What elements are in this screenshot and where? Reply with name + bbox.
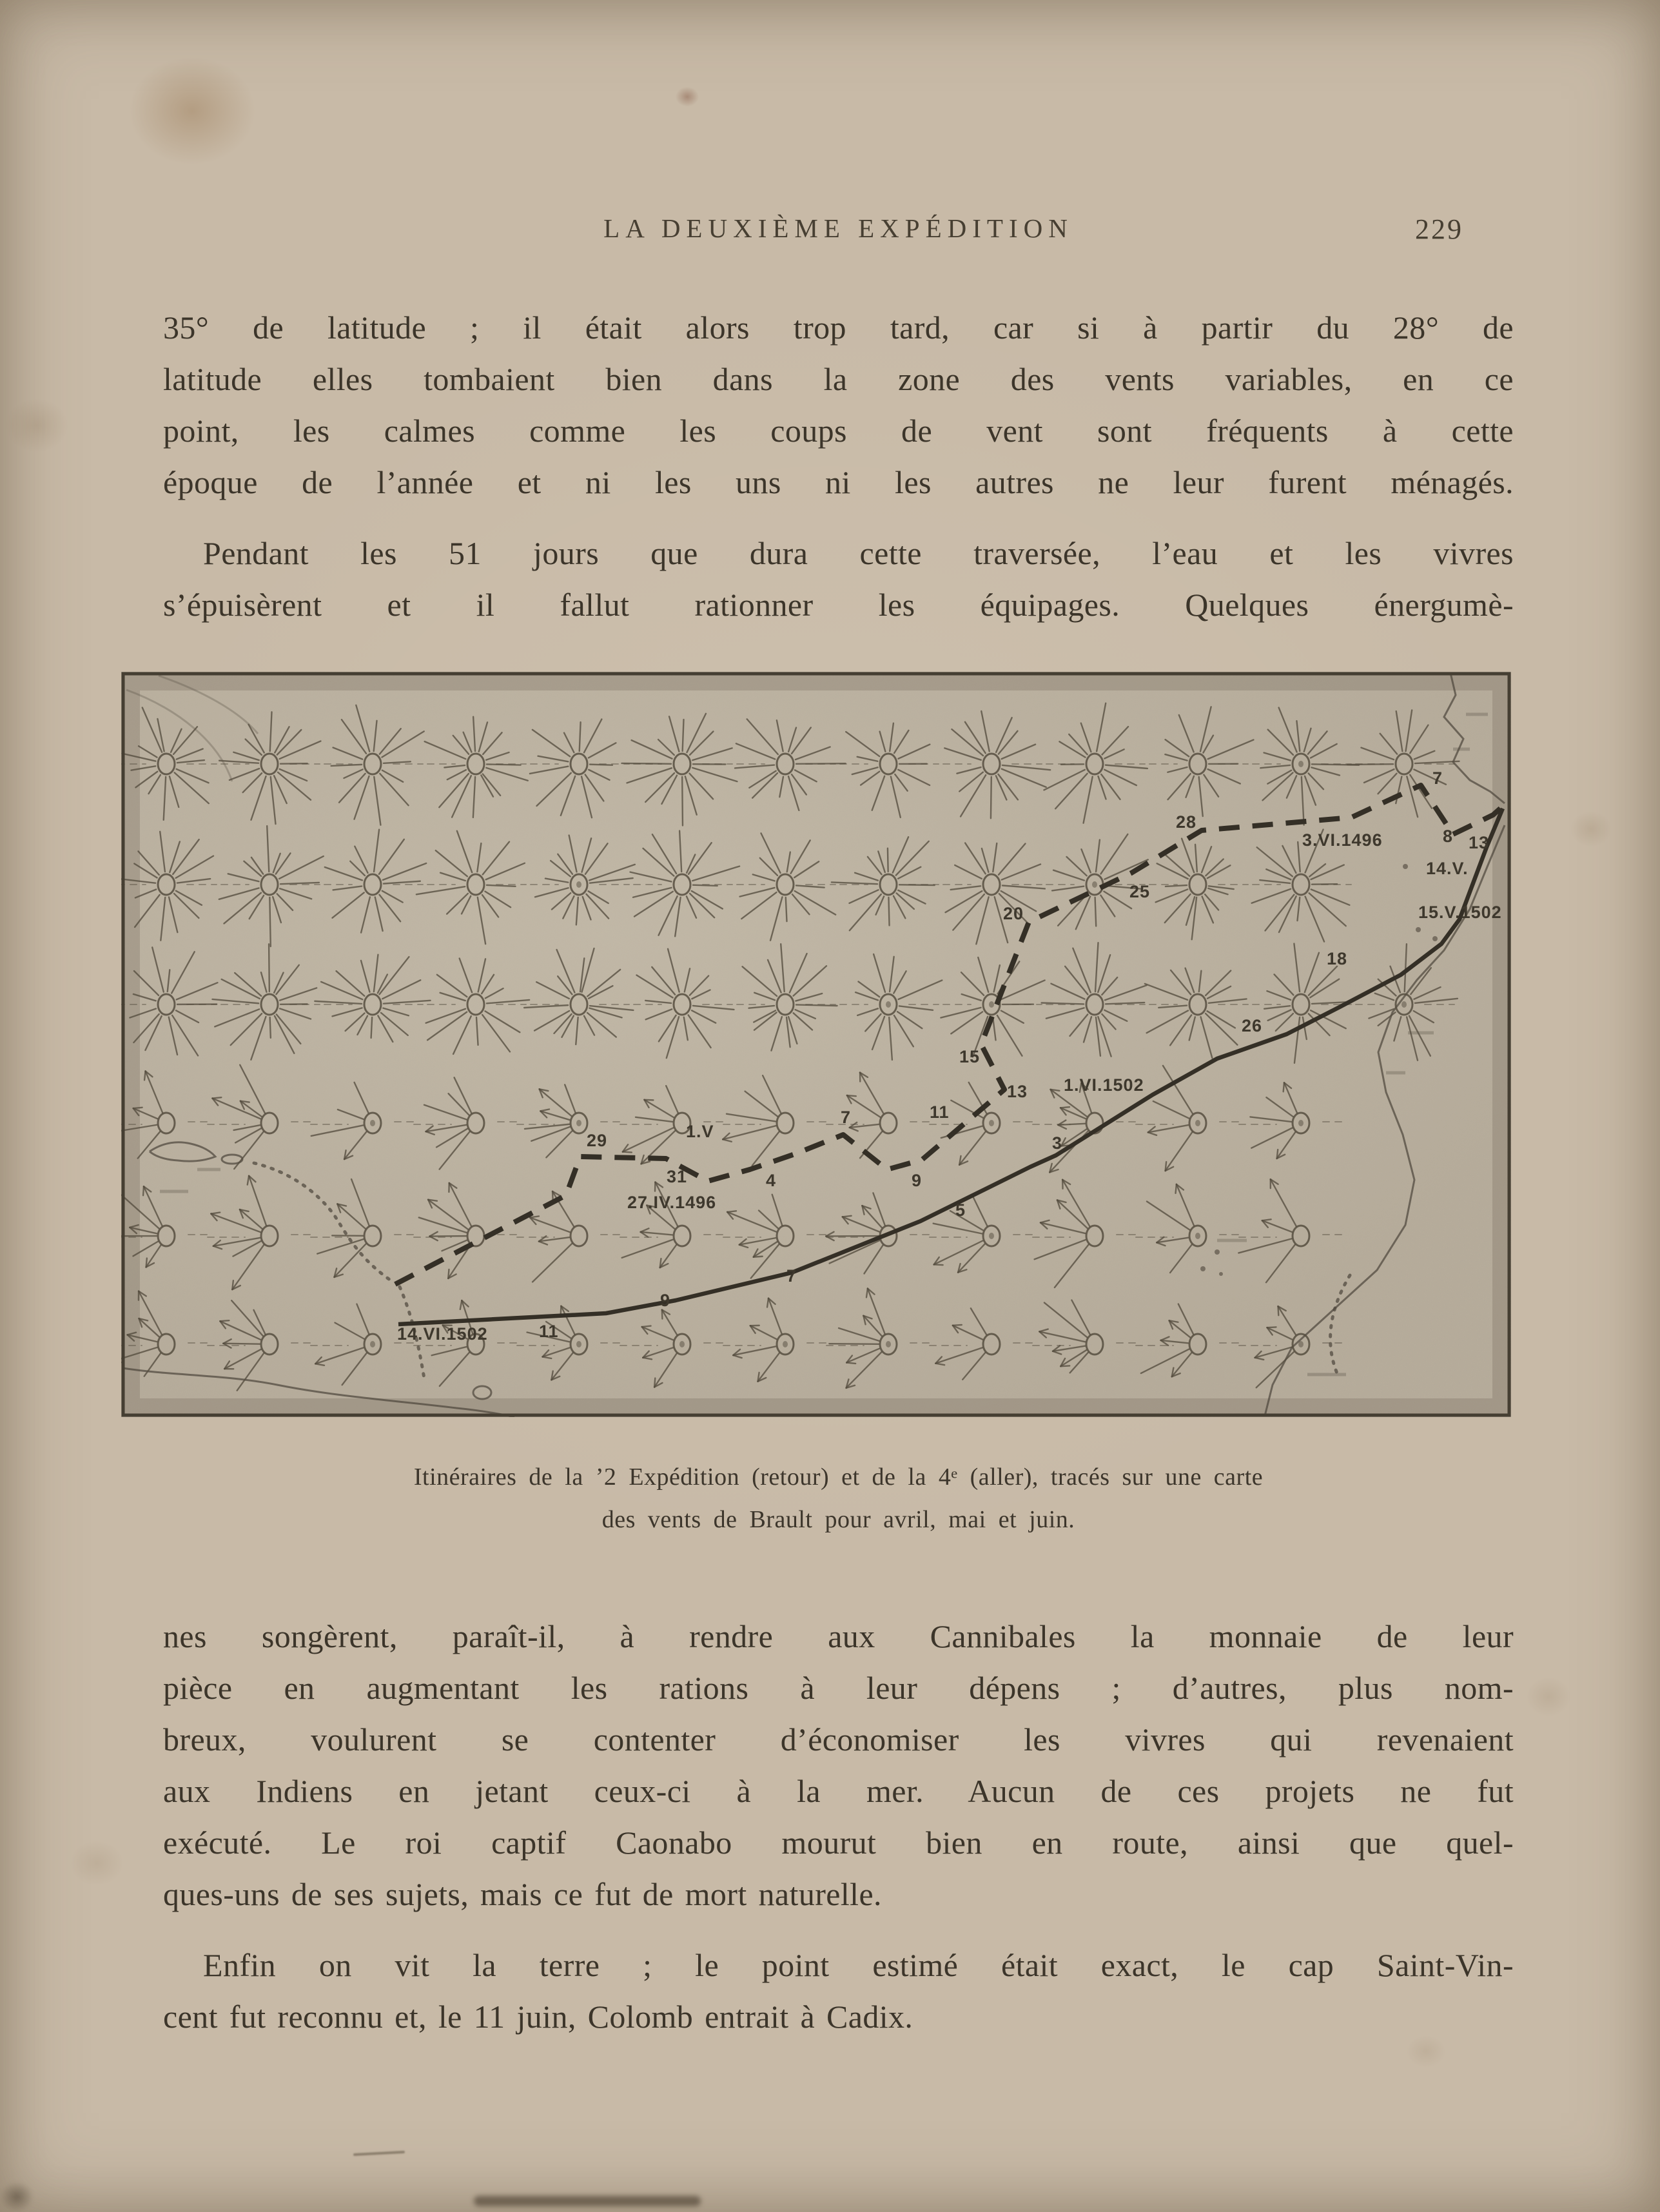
map-label: 9 bbox=[660, 1291, 671, 1310]
map-label: 15 bbox=[959, 1047, 981, 1066]
map-label: 7 bbox=[1432, 768, 1443, 788]
paper-scratch bbox=[353, 2151, 405, 2156]
map-label: 28 bbox=[1176, 812, 1197, 832]
map-label: 20 bbox=[1003, 904, 1024, 923]
text-line: s’épuisèrent et il fallut rationner les équipages. Quelques énergumè- bbox=[163, 587, 1514, 623]
map-label: 7 bbox=[841, 1108, 852, 1127]
map-label: 29 bbox=[587, 1131, 608, 1150]
canary-island bbox=[1432, 936, 1438, 941]
canary-island bbox=[1416, 927, 1421, 932]
map-label: 13 bbox=[1469, 833, 1490, 852]
paragraph-2 bbox=[163, 527, 1514, 631]
map-label: 11 bbox=[539, 1322, 559, 1341]
map-label: 4 bbox=[766, 1171, 777, 1190]
map-label: 9 bbox=[912, 1171, 923, 1190]
map-label: 1.VI.1502 bbox=[1064, 1075, 1144, 1095]
page-header bbox=[163, 213, 1514, 259]
map-label: 3 bbox=[1052, 1133, 1063, 1153]
map-label: 18 bbox=[1327, 949, 1348, 968]
bottom-corner-stain bbox=[0, 2182, 34, 2212]
map-label: 7 bbox=[786, 1266, 797, 1286]
map-photo-grain bbox=[121, 672, 1511, 1417]
map-label: 11 bbox=[930, 1102, 950, 1122]
text-line: ques-uns de ses sujets, mais ce fut de mort naturelle. bbox=[163, 1876, 882, 1912]
paragraph-4 bbox=[163, 1939, 1514, 2042]
cape-verde-island bbox=[1215, 1249, 1220, 1255]
text-line: Enfin on vit la terre ; le point estimé était exact, le cap Saint-Vin- bbox=[203, 1947, 1514, 1983]
text-line: pièce en augmentant les rations à leur dépens ; d’autres, plus nom- bbox=[163, 1670, 1514, 1706]
paragraph-1 bbox=[163, 302, 1514, 508]
madeira-island bbox=[1403, 864, 1408, 869]
map-label: 27.IV.1496 bbox=[627, 1193, 717, 1212]
text-line: exécuté. Le roi captif Caonabo mourut bien en route, ainsi que quel- bbox=[163, 1825, 1514, 1861]
map-label: 31 bbox=[667, 1167, 688, 1186]
text-line: cent fut reconnu et, le 11 juin, Colomb entrait à Cadix. bbox=[163, 1999, 913, 2035]
paragraph-3 bbox=[163, 1610, 1514, 1920]
map-label: 15.V.1502 bbox=[1418, 903, 1502, 922]
expedition-map bbox=[121, 672, 1511, 1417]
text-line: Pendant les 51 jours que dura cette traversée, l’eau et les vivres bbox=[203, 535, 1514, 571]
expedition-map-figure bbox=[121, 672, 1511, 1417]
caption-line: des vents de Brault pour avril, mai et juin. bbox=[601, 1506, 1075, 1533]
map-label: 3.VI.1496 bbox=[1302, 830, 1383, 850]
caption-line: Itinéraires de la ’2 Expédition (retour) et de la 4ᵉ (aller), tracés sur une carte bbox=[413, 1463, 1264, 1491]
text-line: nes songèrent, paraît-il, à rendre aux Cannibales la monnaie de leur bbox=[163, 1618, 1514, 1654]
map-label: 14.VI.1502 bbox=[397, 1324, 488, 1344]
map-label: 25 bbox=[1129, 882, 1151, 901]
map-label: 8 bbox=[1443, 827, 1454, 846]
text-line: aux Indiens en jetant ceux-ci à la mer. Aucun de ces projets ne fut bbox=[163, 1773, 1514, 1809]
cape-verde-island bbox=[1200, 1266, 1206, 1271]
page-number: 229 bbox=[1415, 213, 1463, 245]
figure-caption bbox=[163, 1456, 1514, 1541]
text-line: point, les calmes comme les coups de vent sont fréquents à cette bbox=[163, 413, 1514, 449]
text-line: époque de l’année et ni les uns ni les autres ne leur furent ménagés. bbox=[163, 464, 1514, 500]
map-label: 1.V bbox=[686, 1122, 714, 1141]
text-line: latitude elles tombaient bien dans la zone des vents variables, en ce bbox=[163, 361, 1514, 397]
map-label: 5 bbox=[955, 1200, 966, 1220]
cape-verde-island bbox=[1219, 1272, 1223, 1276]
map-label: 14.V. bbox=[1426, 859, 1469, 878]
text-line: 35° de latitude ; il était alors trop tard, car si à partir du 28° de bbox=[163, 309, 1514, 346]
map-label: 13 bbox=[1007, 1082, 1028, 1101]
bottom-ink-smudge bbox=[474, 2196, 701, 2206]
running-title: LA DEUXIÈME EXPÉDITION bbox=[603, 213, 1073, 243]
map-label: 26 bbox=[1242, 1016, 1263, 1035]
text-line: breux, voulurent se contenter d’économiser les vivres qui revenaient bbox=[163, 1721, 1514, 1757]
